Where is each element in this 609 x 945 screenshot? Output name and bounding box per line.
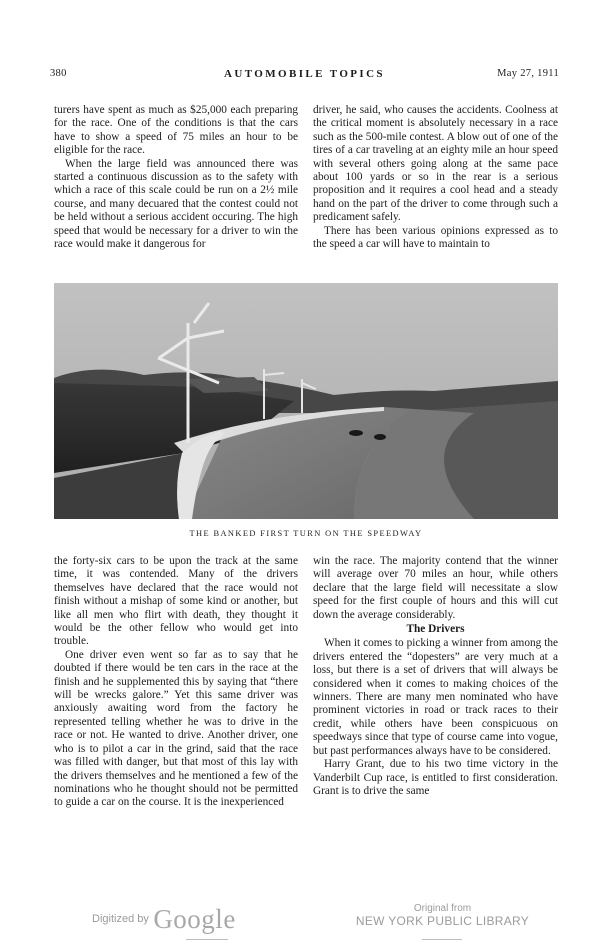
- issue-date: May 27, 1911: [497, 68, 559, 79]
- paragraph: Harry Grant, due to his two time victory in the Vanderbilt Cup race, is entitled to first consideration. Grant is to drive the same: [313, 758, 558, 797]
- digitized-by-label: Digitized by: [92, 913, 149, 925]
- column-top-left: [54, 104, 298, 251]
- digitized-by-watermark: [92, 904, 236, 944]
- paragraph: One driver even went so far as to say that he doubted if there would be ten cars in the race at the finish and he supplemented this by saying that “there will be wrecks galore.” Yet this same driver was anxiously awaiting word from the factory he represented telling whether he was to drive in the race or not. He wanted to drive. Another driver, one who is to pilot a car in the grind, said that the race was filled with danger, but that most of this lay with the drivers themselves and he mentioned a few of the nominations who he thought should not be permitted to guide a car on the course. It is the inexperienced: [54, 648, 298, 809]
- paragraph: the forty-six cars to be upon the track at the same time, it was contended. Many of the drivers themselves have declared that the race would not finish without a mishap of some kind or another, but like all men who flirt with death, they thought it would be the other fellow who would get into trouble.: [54, 555, 298, 648]
- original-from-label: Original from: [413, 903, 472, 914]
- paragraph: When the large field was announced there was started a continuous discussion as to the safety with which a race of this scale could be run on a 2½ mile course, and many decuared that the contest could not be held without a serious accident occuring. The high speed that would be necessary for a driver to win the race would make it dangerous for: [54, 157, 298, 251]
- paragraph: win the race. The majority contend that the winner will average over 70 miles an hour, while others declare that the large field will necessitate a slow speed for the first couple of hours and this will cut down the average considerably.: [313, 555, 558, 621]
- section-heading: The Drivers: [406, 623, 465, 636]
- speedway-photo: [54, 283, 558, 519]
- watermark-underline: [422, 939, 462, 940]
- speedway-photo-illustration: [54, 283, 558, 519]
- paragraph: turers have spent as much as $25,000 each preparing for the race. One of the conditions is that the cars have to show a speed of 75 miles an hour to be eligible for the race.: [54, 104, 298, 157]
- google-logo: Google: [153, 904, 236, 934]
- column-bottom-right: [313, 555, 558, 798]
- watermark-underline: [186, 939, 228, 940]
- page-number: 380: [50, 68, 67, 79]
- column-top-right: [313, 104, 558, 251]
- paragraph: There has been various opinions expressed as to the speed a car will have to maintain to: [313, 224, 558, 251]
- publication-title: AUTOMOBILE TOPICS: [224, 68, 385, 80]
- running-header: [50, 68, 559, 84]
- library-name: NEW YORK PUBLIC LIBRARY: [355, 914, 530, 928]
- photo-caption: THE BANKED FIRST TURN ON THE SPEEDWAY: [189, 529, 423, 538]
- column-bottom-left: [54, 555, 298, 810]
- paragraph: When it comes to picking a winner from among the drivers entered the “dopesters” are very much at a loss, but there is a set of drivers that will always be considered when it comes to making choices of the winners. There are many men nominated who have prominent victories in road or track races to their credit, while others have been conspicuous on speedways since that type of course came into vogue, but past performances always have to be considered.: [313, 637, 558, 757]
- paragraph: driver, he said, who causes the accidents. Coolness at the critical moment is absolutely necessary in a race such as the 500-mile contest. A blow out of one of the tires of a car traveling at an eighty mile an hour speed with several others going along at the same pace about 100 yards or so in the rear is a serious proposition and it requires a cool head and a steady hand on the part of the driver to come through such a predicament safely.: [313, 104, 558, 224]
- original-from-watermark: [355, 903, 530, 943]
